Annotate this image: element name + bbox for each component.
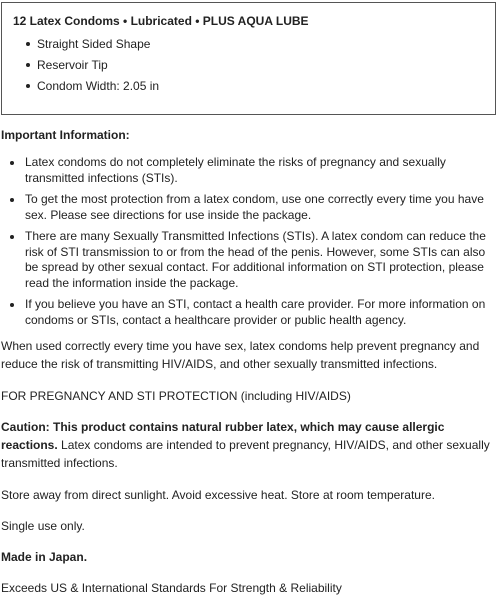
product-title: 12 Latex Condoms • Lubricated • PLUS AQUA LUBE — [13, 14, 309, 28]
caution-paragraph — [1, 418, 497, 472]
bullet-icon — [10, 198, 14, 202]
product-summary-box — [1, 2, 496, 115]
protection-heading: FOR PREGNANCY AND STI PROTECTION (including HIV/AIDS) — [1, 389, 351, 403]
info-text: Latex condoms do not completely eliminate the risks of pregnancy and sexually transmitted infections (STIs). — [25, 155, 446, 185]
single-use-note: Single use only. — [1, 519, 85, 533]
important-information-heading: Important Information: — [1, 128, 130, 142]
info-text: To get the most protection from a latex condom, use one correctly every time you have sex. Please see directions for use inside the package. — [25, 192, 484, 222]
info-item — [0, 297, 496, 328]
info-item — [0, 192, 496, 223]
storage-instructions: Store away from direct sunlight. Avoid excessive heat. Store at room temperature. — [1, 488, 435, 502]
feature-label: Condom Width: 2.05 in — [37, 79, 160, 93]
bullet-icon — [26, 42, 30, 46]
bullet-icon — [26, 63, 30, 67]
usage-paragraph: When used correctly every time you have sex, latex condoms help prevent pregnancy and reduce the risk of transmitting HIV/AIDS, and other sexually transmitted infections. — [1, 339, 480, 371]
info-text: There are many Sexually Transmitted Infections (STIs). A latex condom can reduce the risk of STI transmission to or from the head of the penis. However, some STIs can also be spread by other sexual contact. For additional information on STI protection, please read the information inside the package. — [25, 229, 486, 290]
info-text: If you believe you have an STI, contact a health care provider. For more information on condoms or STIs, contact a healthcare provider or public health agency. — [25, 297, 486, 327]
feature-item — [2, 57, 159, 78]
bullet-icon — [26, 84, 30, 88]
bullet-icon — [10, 303, 14, 307]
feature-list — [2, 36, 159, 99]
feature-item — [2, 36, 159, 57]
caution-text: Latex condoms are intended to prevent pregnancy, HIV/AIDS, and other sexually transmitted infections. — [1, 438, 490, 470]
made-in-label: Made in Japan. — [1, 550, 88, 564]
important-information-list — [0, 155, 496, 328]
bullet-icon — [10, 235, 14, 239]
info-item — [0, 155, 496, 186]
feature-item — [2, 78, 159, 99]
bullet-icon — [10, 161, 14, 165]
info-item — [0, 229, 496, 291]
feature-label: Reservoir Tip — [37, 58, 108, 72]
standards-statement: Exceeds US & International Standards For Strength & Reliability — [1, 581, 342, 595]
feature-label: Straight Sided Shape — [37, 37, 151, 51]
caution-bold-text: Caution: This product contains natural rubber latex, which may cause allergic reactions. — [1, 420, 445, 452]
